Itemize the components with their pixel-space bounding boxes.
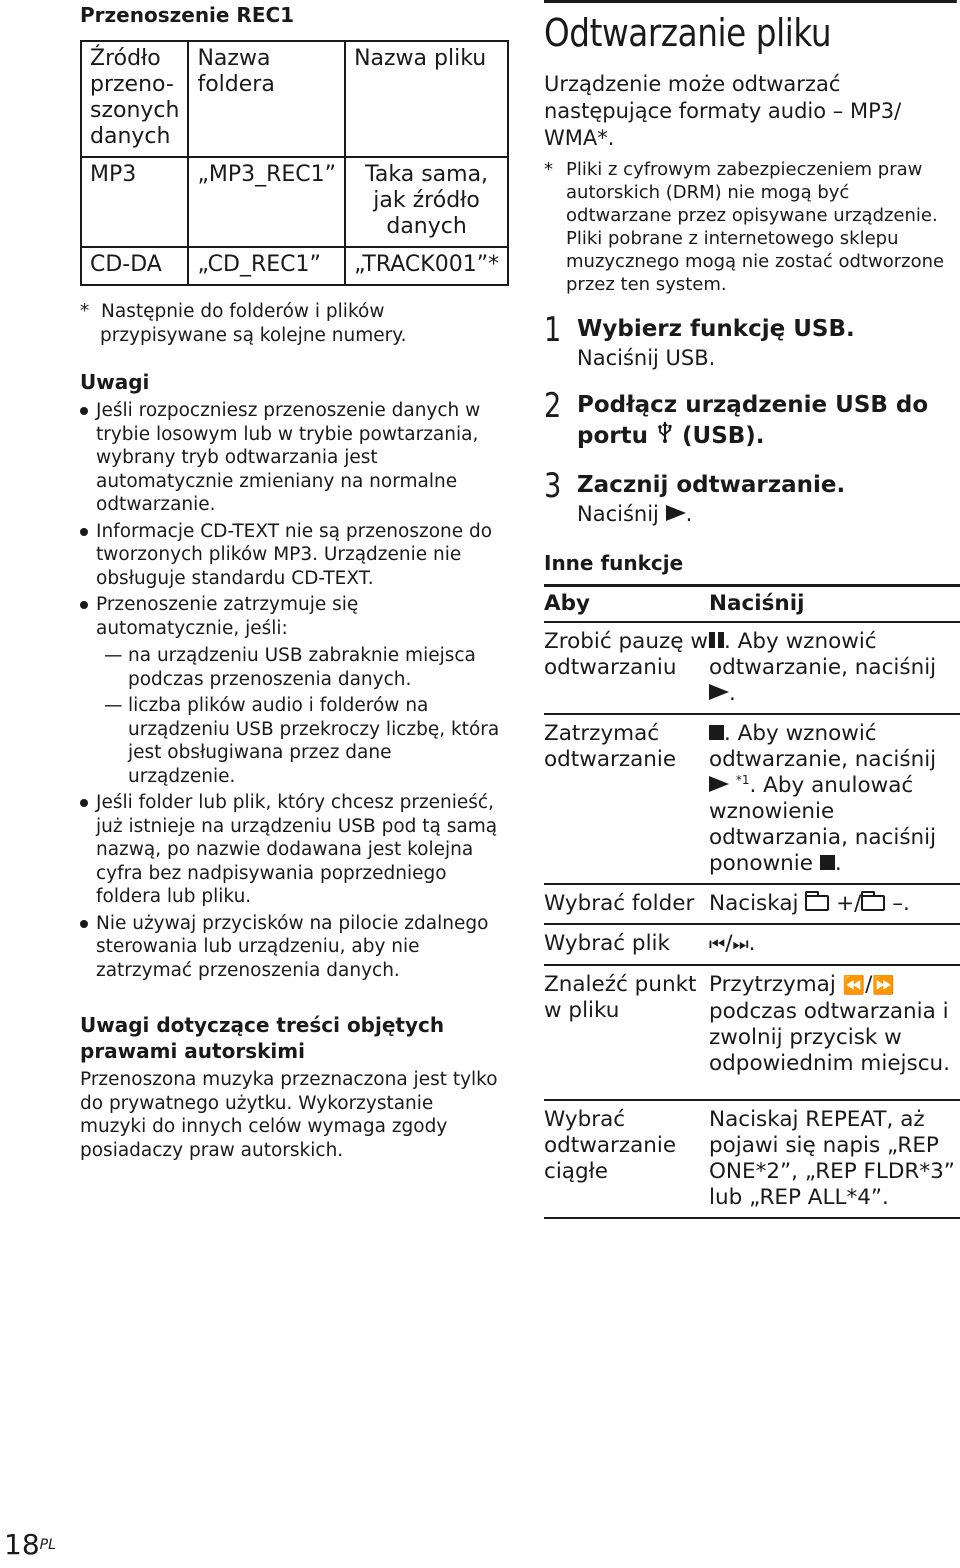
table-cell: „TRACK001”* [345, 247, 508, 285]
table-cell: Wybrać folder [544, 884, 709, 924]
transfer-table [80, 40, 509, 286]
folder-icon [805, 895, 829, 911]
list-item: Jeśli rozpoczniesz przenoszenie danych w trybie losowym lub w trybie powtarzania, wybrany tryb odtwarzania jest automatycznie zmieniany na normalne odtwarzanie. [80, 399, 500, 517]
page-title: Odtwarzanie pliku [544, 0, 957, 55]
drm-note [544, 158, 960, 296]
cell-text: . [834, 851, 842, 876]
table-cell [709, 714, 960, 884]
cell-text: . Aby wznowić odtwarzanie, naciśnij [709, 721, 937, 772]
table-row [544, 622, 960, 714]
previous-icon: ⏮ [709, 934, 726, 955]
table-cell: Zatrzymać odtwarzanie [544, 714, 709, 884]
cell-text: . [748, 931, 756, 956]
cell-text: / [725, 931, 733, 956]
drm-note-text: Pliki z cyfrowym zabezpieczeniem praw autorskich (DRM) nie mogą być odtwarzane przez opisywane urządzenie. Pliki pobrane z internetowego sklepu muzycznego mogą nie zostać odtworzone przez ten system. [566, 159, 945, 295]
step-1 [544, 310, 960, 372]
list-item: — liczba plików audio i folderów na urządzeniu USB przekroczy liczbę, która jest obsługiwana przez dane urządzenie. [104, 694, 500, 788]
cell-text: Przytrzymaj [709, 972, 843, 997]
other-functions-heading: Inne funkcje [544, 551, 684, 575]
note-mark: * [544, 159, 553, 180]
pause-icon [709, 632, 724, 648]
step-number: 1 [544, 310, 562, 350]
play-icon [709, 684, 729, 700]
cell-text: podczas odtwarzania i zwolnij przycisk w odpowiednim miejscu. [709, 999, 951, 1076]
table-cell: Wybrać odtwarzanie ciągłe [544, 1100, 709, 1218]
fast-forward-icon: ⏩ [872, 975, 895, 996]
step-text: Naciśnij USB. [577, 346, 716, 370]
table-header-cell: Aby [544, 586, 709, 623]
table-header-cell: Naciśnij [709, 586, 960, 623]
rewind-icon: ⏪ [842, 975, 866, 996]
left-column [80, 0, 500, 1162]
list-item: Jeśli folder lub plik, który chcesz przenieść, już istnieje na urządzeniu USB pod tą samą nazwą, po nazwie dodawana jest kolejna cyfra bez nadpisywania poprzedniego foldera lub pliku. [80, 791, 500, 909]
table-cell: Naciskaj REPEAT, aż pojawi się napis „REP ONE*2”, „REP FLDR*3” lub „REP ALL*4”. [709, 1100, 960, 1218]
cell-text: Naciskaj [709, 891, 806, 916]
list-item [80, 593, 500, 788]
table-cell: „MP3_REC1” [188, 157, 345, 247]
step-2 [544, 386, 960, 452]
table-row [81, 157, 508, 247]
table-row [544, 884, 960, 924]
table-header-row [544, 586, 960, 623]
list-item: Informacje CD-TEXT nie są przenoszone do tworzonych plików MP3. Urządzenie nie obsługuje standardu CD-TEXT. [80, 520, 500, 591]
sub-notes-list [96, 644, 500, 788]
step-heading-text: Podłącz urządzenie USB do portu [577, 392, 929, 449]
cell-text: . Aby anulować wznowienie odtwarzania, naciśnij ponownie [709, 773, 937, 876]
step-number: 2 [544, 386, 562, 426]
stop-icon [709, 725, 724, 740]
footnote-text-2: przypisywane są kolejne numery. [100, 324, 407, 346]
step-number: 3 [544, 466, 562, 506]
footnote-ref: *1 [735, 772, 750, 787]
footnote-text-1: Następnie do folderów i plików [101, 301, 385, 322]
step-text: Naciśnij . [577, 502, 693, 526]
cell-text: –. [885, 891, 910, 916]
table-cell [709, 884, 960, 924]
table-footnote [80, 300, 500, 347]
stop-icon [820, 855, 835, 870]
step-3 [544, 466, 960, 528]
usb-icon [656, 421, 674, 452]
step-heading: Wybierz funkcję USB. [577, 316, 855, 342]
table-header-cell: Nazwa foldera [188, 41, 345, 157]
table-cell: Zrobić pauzę w odtwarzaniu [544, 622, 709, 714]
table-cell: Wybrać plik [544, 924, 709, 965]
list-item: — na urządzeniu USB zabraknie miejsca podczas przenoszenia danych. [104, 644, 500, 691]
table-cell: Znaleźć punkt w pliku [544, 965, 709, 1100]
table-cell: MP3 [81, 157, 188, 247]
table-row [544, 924, 960, 965]
folder-icon [861, 895, 885, 911]
page-number [4, 1528, 56, 1562]
table-cell [709, 924, 960, 965]
lead-text: Urządzenie może odtwarzać następujące formaty audio – MP3/ WMA*. [544, 72, 902, 150]
rec1-heading: Przenoszenie REC1 [80, 3, 295, 27]
table-header-cell: Źródło przeno- szonych danych [81, 41, 188, 157]
cell-text: / [865, 972, 873, 997]
functions-table [544, 584, 960, 1219]
table-row [544, 714, 960, 884]
page-lang: PL [39, 1537, 56, 1553]
next-icon: ⏭ [732, 934, 749, 955]
footnote-mark: * [80, 301, 90, 322]
play-icon [666, 505, 686, 521]
page-number-value: 18 [4, 1528, 40, 1561]
table-header-row [81, 41, 508, 157]
list-item: Nie używaj przycisków na pilocie zdalnego sterowania lub urządzeniu, aby nie zatrzymać przenoszenia danych. [80, 912, 500, 983]
table-header-cell: Nazwa pliku [345, 41, 508, 157]
cell-text: +/ [829, 891, 862, 916]
table-row [544, 1100, 960, 1218]
cell-text: . Aby wznowić odtwarzanie, naciśnij [709, 629, 937, 680]
notes-heading: Uwagi [80, 370, 150, 394]
list-item-text: Przenoszenie zatrzymuje się automatycznie, jeśli: [96, 594, 359, 639]
step-heading: Zacznij odtwarzanie. [577, 472, 846, 498]
step-heading [577, 390, 960, 452]
right-column [544, 0, 960, 1219]
table-row [81, 247, 508, 285]
table-cell [709, 965, 960, 1100]
table-cell: Taka sama, jak źródło danych [345, 157, 508, 247]
table-cell: „CD_REC1” [188, 247, 345, 285]
notes-list [80, 399, 500, 982]
play-icon [709, 776, 729, 792]
copyright-text: Przenoszona muzyka przeznaczona jest tylko do prywatnego użytku. Wykorzystanie muzyki do innych celów wymaga zgody posiadaczy praw autorskich. [80, 1069, 498, 1161]
copyright-heading: Uwagi dotyczące treści objętych prawami autorskimi [80, 1013, 445, 1063]
table-cell: CD-DA [81, 247, 188, 285]
step-text-label: Naciśnij [577, 502, 666, 526]
step-heading-port: (USB). [682, 423, 765, 449]
table-row [544, 965, 960, 1100]
table-cell [709, 622, 960, 714]
cell-text: . [729, 681, 736, 706]
